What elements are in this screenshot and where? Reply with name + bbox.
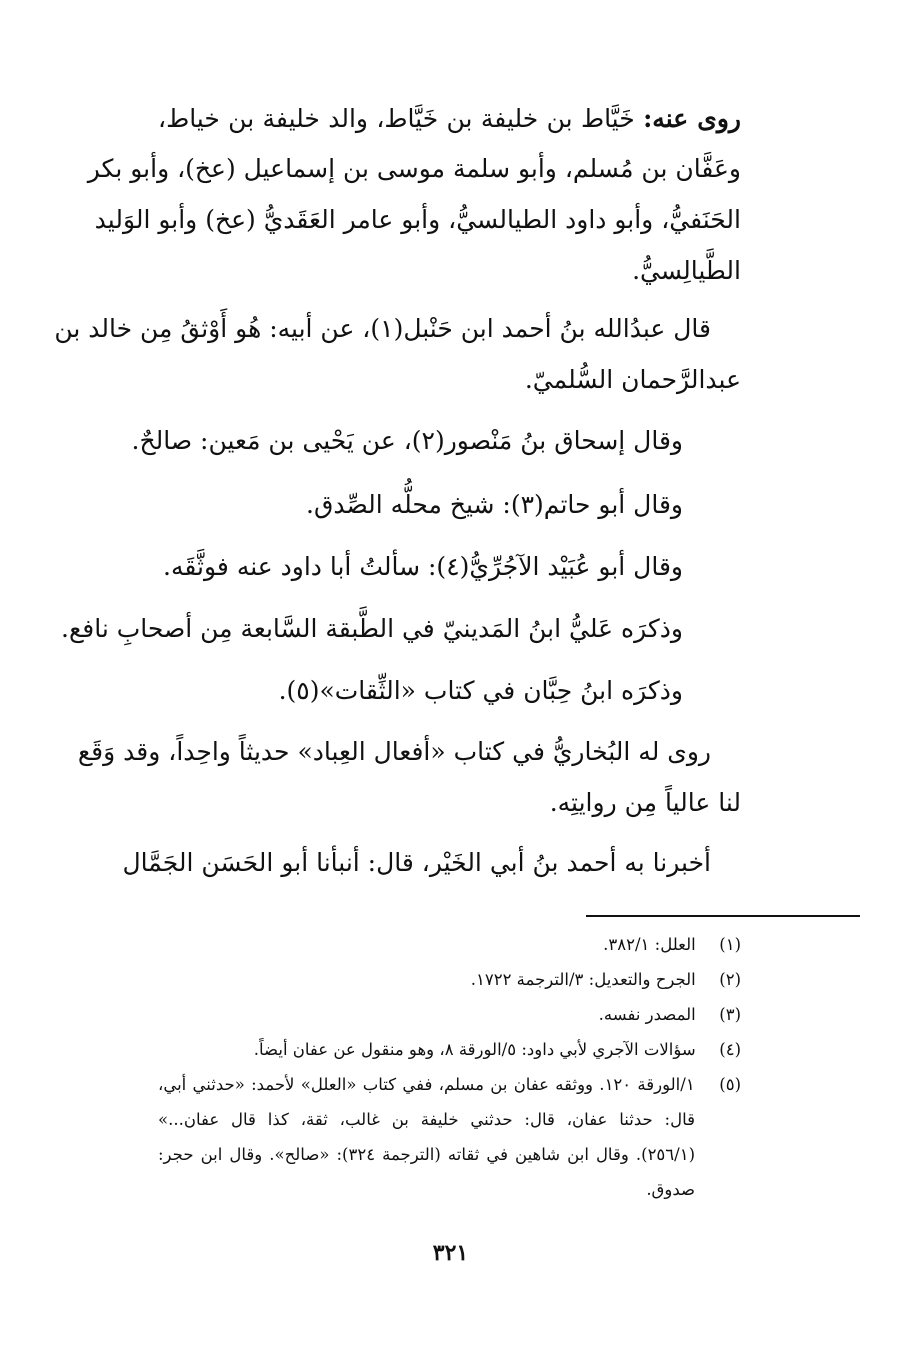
body-line: وذكرَه عَليُّ ابنُ المَدينيّ في الطَّبقة السَّابعة مِن أصحابِ نافع.: [61, 614, 683, 643]
footnote-continuation: قال: حدثنا عفان، قال: حدثني خليفة بن غالب، ثقة، كذا قال عفان...»: [158, 1110, 695, 1129]
footnote-continuation: صدوق.: [646, 1180, 695, 1199]
body-line: وقال أبو حاتم(٣): شيخ محلُّه الصِّدق.: [306, 490, 683, 519]
body-line: روى له البُخاريُّ في كتاب «أفعال العِباد» حديثاً واحِداً، وقد وَقَع: [77, 737, 711, 766]
footnote-text: ١/الورقة ١٢٠. ووثقه عفان بن مسلم، ففي كتاب «العلل» لأحمد: «حدثني أبي،: [158, 1075, 695, 1094]
body-line: قال عبدُالله بنُ أحمد ابن حَنْبل(١)، عن أبيه: هُو أَوْثقُ مِن خالد بن: [54, 314, 711, 343]
body-line: وقال أبو عُبَيْد الآجُرِّيُّ(٤): سألتُ أبا داود عنه فوثَّقَه.: [163, 552, 683, 581]
footnote: [40, 933, 741, 957]
body-line: الحَنَفيُّ، وأبو داود الطيالسيُّ، وأبو عامر العَقَديُّ (عخ) وأبو الوَليد: [94, 205, 741, 234]
footnote-number: (٤): [719, 1040, 741, 1059]
narrators-label: روى عنه:: [643, 104, 741, 133]
footnote-number: (١): [719, 935, 741, 954]
body-line: وعَفَّان بن مُسلم، وأبو سلمة موسى بن إسماعيل (عخ)، وأبو بكر: [87, 154, 741, 183]
body-line: وذكرَه ابنُ حِبَّان في كتاب «الثِّقات»(٥).: [278, 676, 683, 705]
body-line: أخبرنا به أحمد بنُ أبي الخَيْر، قال: أنبأنا أبو الحَسَن الجَمَّال: [122, 848, 711, 877]
footnote: [158, 1073, 741, 1097]
footnote-divider: [586, 915, 860, 917]
body-line: الطَّيالِسيُّ.: [632, 256, 741, 285]
body-line: لنا عالياً مِن روايتِه.: [549, 788, 741, 817]
footnote-number: (٥): [719, 1075, 741, 1094]
footnote: [40, 968, 741, 992]
footnote-number: (٣): [719, 1005, 741, 1024]
body-line: عبدالرَّحمان السُّلميّ.: [524, 365, 741, 394]
footnote-number: (٢): [719, 970, 741, 989]
footnote: [40, 1003, 741, 1027]
body-line: وقال إسحاق بنُ مَنْصور(٢)، عن يَحْيى بن مَعين: صالحٌ.: [131, 426, 683, 455]
footnote-text: الجرح والتعديل: ٣/الترجمة ١٧٢٢.: [470, 970, 696, 989]
body-line: [158, 102, 741, 136]
footnote-continuation: (٢٥٦/١). وقال ابن شاهين في ثقاته (الترجمة ٣٢٤): «صالح». وقال ابن حجر:: [158, 1145, 696, 1164]
page-number: ٣٢١: [432, 1240, 469, 1266]
footnote-text: المصدر نفسه.: [598, 1005, 696, 1024]
footnote: [40, 1038, 741, 1062]
body-text: خَيَّاط بن خليفة بن خَيَّاط، والد خليفة بن خياط،: [158, 104, 635, 133]
footnote-text: سؤالات الآجري لأبي داود: ٥/الورقة ٨، وهو منقول عن عفان أيضاً.: [253, 1040, 696, 1059]
footnote-text: العلل: ٣٨٢/١.: [603, 935, 696, 954]
